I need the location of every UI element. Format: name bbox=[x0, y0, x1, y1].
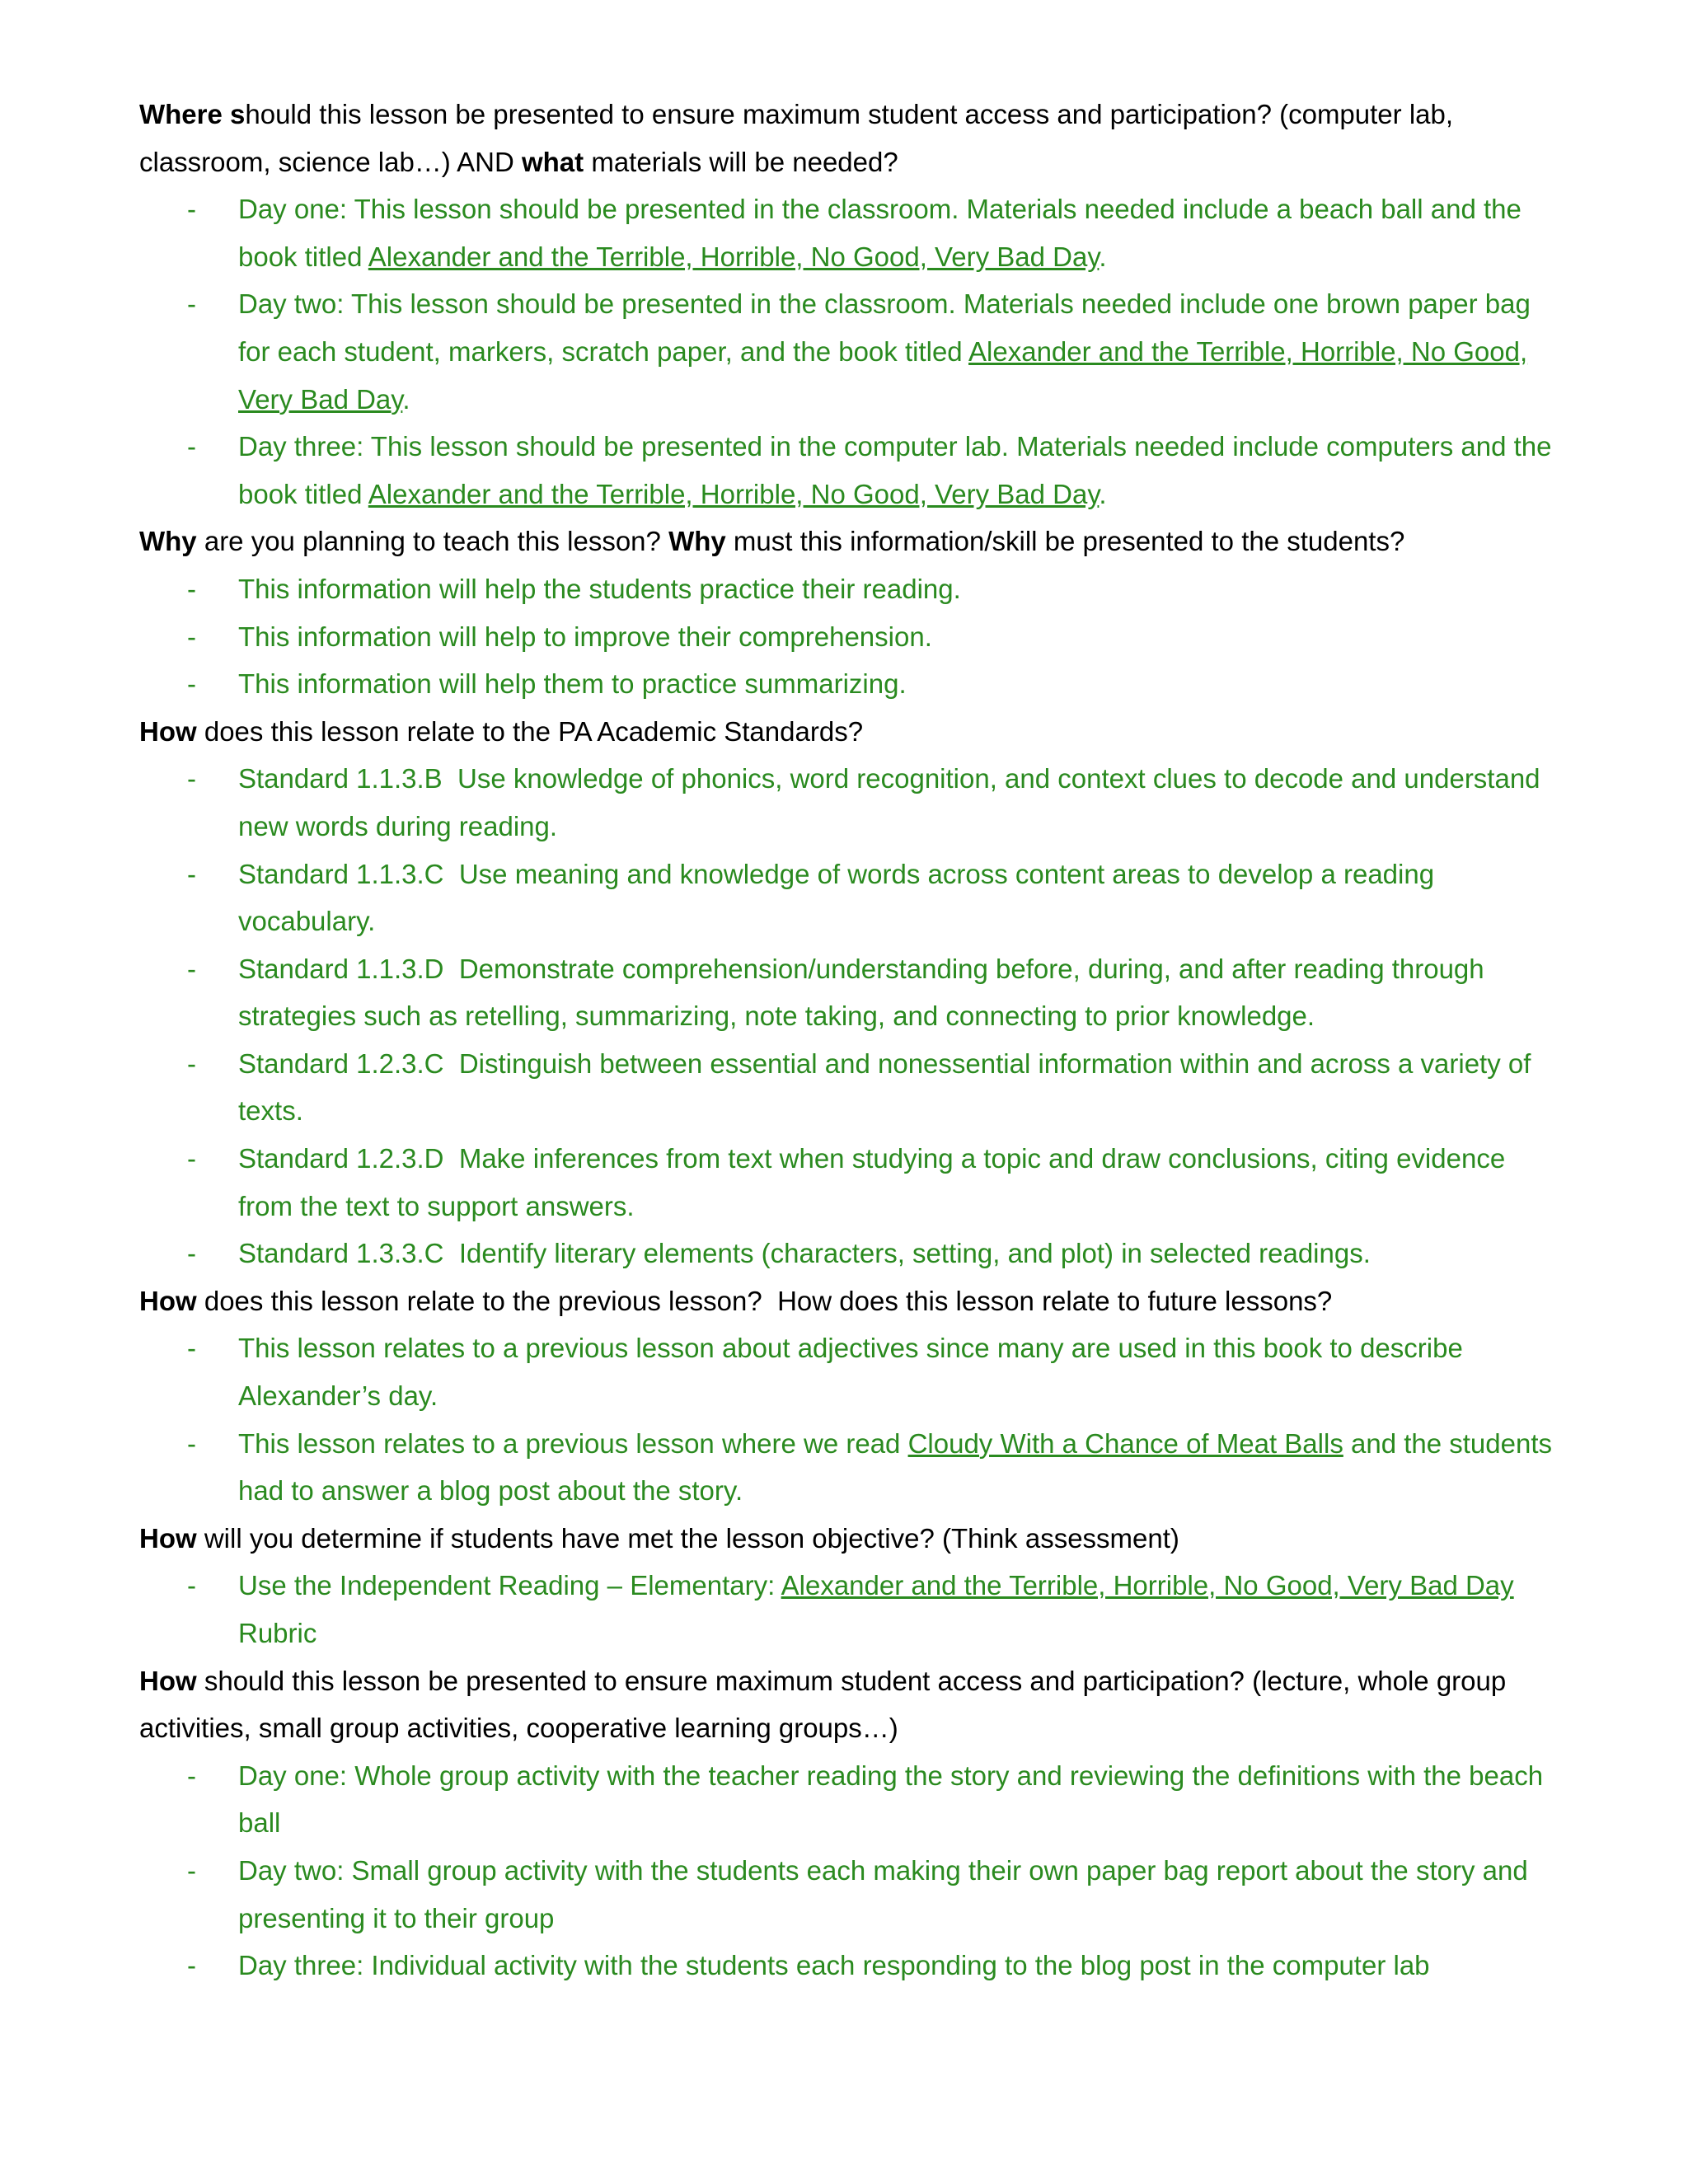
answer-text: Day one: This lesson should be presented in the classroom. Materials needed include a beach ball and the book titled bbox=[238, 194, 1522, 272]
answer-text: Rubric bbox=[238, 1618, 317, 1648]
dash-bullet: - bbox=[187, 1570, 196, 1601]
answer-text: This lesson relates to a previous lesson where we read bbox=[238, 1427, 908, 1459]
dash-bullet: - bbox=[187, 1950, 196, 1981]
standard-item bbox=[139, 1135, 1557, 1230]
dash-bullet: - bbox=[187, 621, 196, 652]
answer-item bbox=[139, 1942, 1557, 1990]
answer-text: Standard 1.1.3.B Use knowledge of phonics, word recognition, and context clues to decode and understand new words during reading. bbox=[238, 763, 1540, 841]
question-bold: Why bbox=[139, 526, 197, 557]
standard-item bbox=[139, 1040, 1557, 1135]
answer-item bbox=[139, 1752, 1557, 1847]
answer-item bbox=[139, 1847, 1557, 1942]
answer-item bbox=[139, 660, 1557, 708]
question-text: will you determine if students have met the lesson objective? (Think assessment) bbox=[196, 1522, 1179, 1554]
dash-bullet: - bbox=[187, 763, 196, 794]
answer-list-materials bbox=[139, 185, 1557, 518]
answer-item bbox=[139, 1562, 1557, 1657]
book-title: Cloudy With a Chance of Meat Balls bbox=[907, 1427, 1343, 1459]
standard-item bbox=[139, 851, 1557, 945]
standard-item bbox=[139, 1230, 1557, 1277]
document-body bbox=[139, 91, 1557, 1990]
book-title: Alexander and the Terrible, Horrible, No Good, Very Bad Day bbox=[781, 1570, 1514, 1601]
answer-text: Standard 1.2.3.D Make inferences from text when studying a topic and draw conclusions, citing evidence from the text to support answers. bbox=[238, 1143, 1506, 1221]
dash-bullet: - bbox=[187, 194, 196, 225]
answer-text: Day two: This lesson should be presented in the classroom. Materials needed include one brown paper bag for each student, markers, scratch paper, and the book titled bbox=[238, 288, 1531, 367]
answer-text: This information will help to improve their comprehension. bbox=[238, 621, 932, 652]
answer-text: Day one: Whole group activity with the teacher reading the story and reviewing the definitions with the beach ball bbox=[238, 1760, 1544, 1839]
question-text: does this lesson relate to the previous lesson? How does this lesson relate to future lessons? bbox=[196, 1285, 1333, 1316]
question-text: materials will be needed? bbox=[584, 146, 898, 177]
question-why bbox=[139, 518, 1557, 565]
answer-list-previous bbox=[139, 1324, 1557, 1514]
answer-item bbox=[139, 1324, 1557, 1419]
standard-item bbox=[139, 945, 1557, 1040]
dash-bullet: - bbox=[187, 1143, 196, 1174]
book-title: Alexander and the Terrible, Horrible, No Good, Very Bad Day bbox=[368, 241, 1100, 272]
dash-bullet: - bbox=[187, 1854, 196, 1886]
answer-text: Day three: This lesson should be presented in the computer lab. Materials needed include computers and the book titled bbox=[238, 431, 1552, 509]
question-bold: How bbox=[139, 1522, 197, 1554]
dash-bullet: - bbox=[187, 668, 196, 700]
dash-bullet: - bbox=[187, 1427, 196, 1459]
answer-text: This information will help them to practice summarizing. bbox=[238, 668, 907, 700]
dash-bullet: - bbox=[187, 288, 196, 320]
question-bold: How bbox=[139, 1285, 197, 1316]
question-text: must this information/skill be presented to the students? bbox=[725, 526, 1405, 557]
question-text: should this lesson be presented to ensure maximum student access and participation? (lecture, whole group activities, small group activities, cooperative learning groups…) bbox=[139, 1665, 1507, 1744]
answer-list-standards bbox=[139, 755, 1557, 1277]
answer-text: This lesson relates to a previous lesson about adjectives since many are used in this book to describe Alexander’s day. bbox=[238, 1333, 1463, 1412]
answer-text: Day two: Small group activity with the students each making their own paper bag report about the story and presenting it to their group bbox=[238, 1854, 1528, 1933]
dash-bullet: - bbox=[187, 953, 196, 984]
answer-text: Use the Independent Reading – Elementary: bbox=[238, 1570, 781, 1601]
dash-bullet: - bbox=[187, 1333, 196, 1364]
dash-bullet: - bbox=[187, 1047, 196, 1079]
answer-text: Standard 1.1.3.D Demonstrate comprehension/understanding before, during, and after reading through strategies such as retelling, summarizing, note taking, and connecting to prior knowledge. bbox=[238, 953, 1484, 1032]
book-title: Alexander and the Terrible, Horrible, No Good, Very Bad Day bbox=[368, 478, 1100, 509]
dash-bullet: - bbox=[187, 1238, 196, 1269]
answer-list-presentation bbox=[139, 1752, 1557, 1990]
answer-item bbox=[139, 613, 1557, 661]
question-bold: Where s bbox=[139, 99, 246, 129]
answer-item bbox=[139, 185, 1557, 280]
answer-list-assessment bbox=[139, 1562, 1557, 1657]
answer-text: Standard 1.3.3.C Identify literary elements (characters, setting, and plot) in selected readings. bbox=[238, 1238, 1371, 1269]
question-bold: Why bbox=[668, 526, 726, 557]
question-text: are you planning to teach this lesson? bbox=[196, 526, 669, 557]
standard-item bbox=[139, 755, 1557, 850]
answer-item bbox=[139, 565, 1557, 613]
question-text: hould this lesson be presented to ensure maximum student access and participation? (computer lab, classroom, science lab…) AND bbox=[139, 99, 1454, 177]
book-title: Alexander and the Terrible, Horrible, No Good, Very Bad Day bbox=[238, 335, 1528, 415]
question-standards bbox=[139, 708, 1557, 756]
answer-text: . bbox=[1099, 241, 1107, 272]
question-where-materials bbox=[139, 91, 1557, 185]
answer-text: and the students had to answer a blog post about the story. bbox=[238, 1427, 1553, 1507]
answer-text: . bbox=[402, 383, 410, 415]
question-bold: How bbox=[139, 1665, 197, 1696]
question-bold: How bbox=[139, 715, 197, 747]
dash-bullet: - bbox=[187, 1760, 196, 1791]
dash-bullet: - bbox=[187, 858, 196, 889]
question-presentation bbox=[139, 1657, 1557, 1752]
question-previous-lesson bbox=[139, 1277, 1557, 1325]
answer-text: . bbox=[1099, 478, 1107, 509]
answer-text: Day three: Individual activity with the students each responding to the blog post in the computer lab bbox=[238, 1950, 1430, 1981]
answer-item bbox=[139, 280, 1557, 423]
question-text: does this lesson relate to the PA Academic Standards? bbox=[196, 715, 864, 747]
answer-list-why bbox=[139, 565, 1557, 708]
answer-text: Standard 1.2.3.C Distinguish between essential and nonessential information within and across a variety of texts. bbox=[238, 1047, 1531, 1127]
answer-item bbox=[139, 423, 1557, 518]
answer-text: This information will help the students practice their reading. bbox=[238, 573, 961, 604]
dash-bullet: - bbox=[187, 573, 196, 604]
question-assessment bbox=[139, 1515, 1557, 1563]
question-bold: what bbox=[521, 146, 584, 177]
dash-bullet: - bbox=[187, 431, 196, 462]
answer-item bbox=[139, 1420, 1557, 1515]
answer-text: Standard 1.1.3.C Use meaning and knowledge of words across content areas to develop a reading vocabulary. bbox=[238, 858, 1435, 937]
